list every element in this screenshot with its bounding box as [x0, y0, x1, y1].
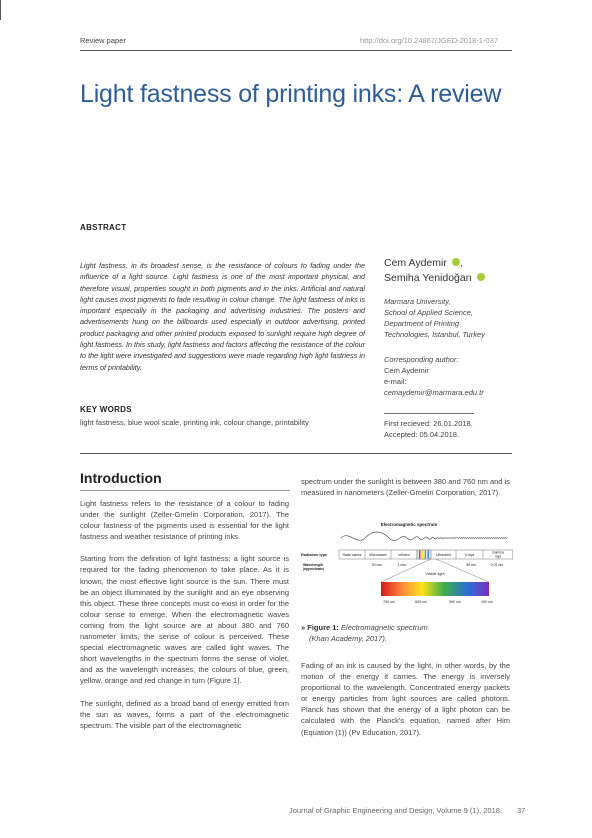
figure-caption [301, 622, 501, 644]
caption-label: » Figure 1: [301, 623, 339, 632]
caption-source: (Khan Academy, 2017). [309, 634, 387, 643]
visible-light-label: Visible light [425, 572, 445, 576]
dates-rule [384, 413, 474, 414]
affiliation-line: Marmara University, [384, 297, 451, 306]
wavelength-label: Wavelength [303, 563, 324, 567]
visible-funnel-right [436, 559, 489, 582]
footer-divider [0, 0, 1, 20]
wavelength-tick: 30 mm [371, 563, 383, 567]
intro-paragraph: Fading of an ink is caused by the light, in other words, by the motion of the energy it carries. The energy is inversely proportional to the wavelength. Concentrated energy packets or energy particles from light sources are called photons. Planck has shown that the energy of a light photon can be calculated with the Planck's equation, named after Him (Equation (1)) (Pv Education, 2017). [301, 661, 510, 737]
figure-title: Electromagnetic spectrum [380, 522, 438, 527]
intro-paragraph: Starting from the definition of light fastness; a light source is required for the fading phenomenon to take place. As it is known, the most effective light source is the sun. There must be an object illuminated by the sunlight and an eye observing this object. These three concepts must co-exist in order for the colour sense to emerge. When the electromagnetic waves coming from the light source are at about 380 and 760 nanometer limits, the sense of colour is perceived. These special electromagnetic waves are called light waves. The short wavelengths in the spectrum forms the sense of violet, and as the wavelength increases, the colours of blue, green, yellow, orange and red change in turn (Figure 1). [80, 554, 289, 686]
intro-paragraph: Light fastness refers to the resistance of a colour to fading under the sunlight (Zeller-Gmelin Corporation, 2017). The colour fastness of the pigments used is essential for the light fastness and weather resistance of printing inks. [80, 499, 289, 542]
visible-band-stripe [422, 551, 423, 559]
affiliation-line: Department of Printing [384, 319, 460, 328]
visible-tick: 400 nm [481, 600, 493, 604]
dates [384, 418, 473, 440]
wave-icon [341, 532, 456, 541]
journal-footer: Journal of Graphic Engineering and Design, Volume 9 (1), 2018. [288, 806, 502, 815]
wavelength-tick: 1 mm [397, 563, 407, 567]
band-label: Microwaves [369, 552, 387, 557]
band-label: Ultraviolet [436, 552, 451, 557]
wavelength-ticks-group [372, 563, 504, 567]
keywords-text: light fastness, blue wool scale, printing ink, colour change, printability [80, 418, 309, 427]
band-label: Infrared [398, 552, 410, 557]
wave-tail [456, 537, 507, 539]
orcid-icon[interactable] [477, 273, 485, 281]
affiliation-line: Technologies, Istanbul, Turkey [384, 330, 485, 339]
page-number: 37 [517, 806, 526, 815]
affiliation [384, 296, 485, 340]
visible-band-stripe [419, 551, 420, 559]
intro-right-column-2 [301, 660, 510, 749]
intro-paragraph: The sunlight, defined as a broad band of energy emitted from the sun as waves, forms a part of the electromagnetic spectrum. The visible part of the electromagnetic [80, 698, 289, 730]
orcid-icon[interactable] [452, 258, 460, 266]
abstract-text [80, 260, 365, 373]
electromagnetic-spectrum-figure [301, 520, 513, 616]
visible-tick: 500 nm [449, 600, 461, 604]
paper-type: Review paper [80, 36, 126, 45]
intro-heading-rule [80, 490, 290, 491]
visible-band-stripe [425, 551, 426, 559]
band-label: Gamma rays [492, 550, 504, 559]
visible-tick: 600 nm [415, 600, 427, 604]
section-rule [80, 453, 512, 454]
corr-label: Corresponding author: [384, 355, 459, 364]
visible-band-stripe [428, 551, 429, 559]
radiation-type-label: Radiation type [301, 553, 328, 557]
author-separator: , [459, 257, 463, 269]
author-block [384, 256, 485, 286]
intro-heading: Introduction [80, 470, 162, 486]
keywords-heading: KEY WORDS [80, 405, 132, 414]
paper-title: Light fastness of printing inks: A review [80, 80, 502, 108]
band-label: Radio waves [342, 552, 362, 557]
intro-left-column [80, 498, 289, 742]
corr-email[interactable]: cemaydemir@marmara.edu.tr [384, 388, 484, 397]
author-line-2 [384, 271, 485, 286]
wavelength-tick: 30 nm [466, 563, 476, 567]
visible-tick: 700 nm [383, 600, 395, 604]
intro-paragraph: spectrum under the sunlight is between 380 and 760 nm and is measured in nanometers (Zeller-Gmelin Corporation, 2017). [301, 477, 510, 498]
received-date: First recieved: 26.01.2018. [384, 419, 473, 428]
visible-band [417, 550, 431, 559]
caption-text: Electromagnetic spectrum [341, 623, 428, 632]
band-label: X-rays [464, 552, 475, 557]
author-1: Cem Aydemir [384, 257, 447, 269]
author-line-1 [384, 256, 485, 271]
header-rule [80, 50, 512, 51]
affiliation-line: School of Applied Science, [384, 308, 473, 317]
corresponding-author [384, 354, 484, 398]
abstract-heading: ABSTRACT [80, 223, 127, 232]
doi-link[interactable]: http://doi.org/10.24867/JGED-2018-1-037 [359, 36, 498, 45]
accepted-date: Accepted: 05.04.2018. [384, 430, 460, 439]
wavelength-tick: 0.01 nm [490, 563, 504, 567]
wavelength-sub-label: (approximate) [303, 567, 325, 571]
caption-line [301, 622, 501, 633]
visible-spectrum-bar [381, 582, 489, 596]
corr-name: Cem Aydemir [384, 366, 429, 375]
intro-right-column [301, 476, 510, 509]
author-2: Semiha Yenidoğan [384, 272, 472, 284]
abstract-paragraph: Light fastness, in its broadest sense, is the resistance of colours to fading under the influence of a light source. Light fastness is one of the most important physical, and therefore visual, properties sought in both pigments and in the inks. Artificial and natural light causes most pigments to fade resulting in colour change. The light fastness of inks is important especially in the packaging and advertising industries. The posters and advertisements hung on the billboards used especially in outdoor advertising, printed product packaging and other printed products exposed to sunlight require high degree of light fastness. In this study, light fastness and factors affecting the resistance of the colour to the light were investigated and suggestions were made regarding high light fastness in terms of printability. [80, 261, 365, 372]
visible-ticks-group [383, 600, 493, 604]
corr-email-label: e-mail: [384, 377, 407, 386]
